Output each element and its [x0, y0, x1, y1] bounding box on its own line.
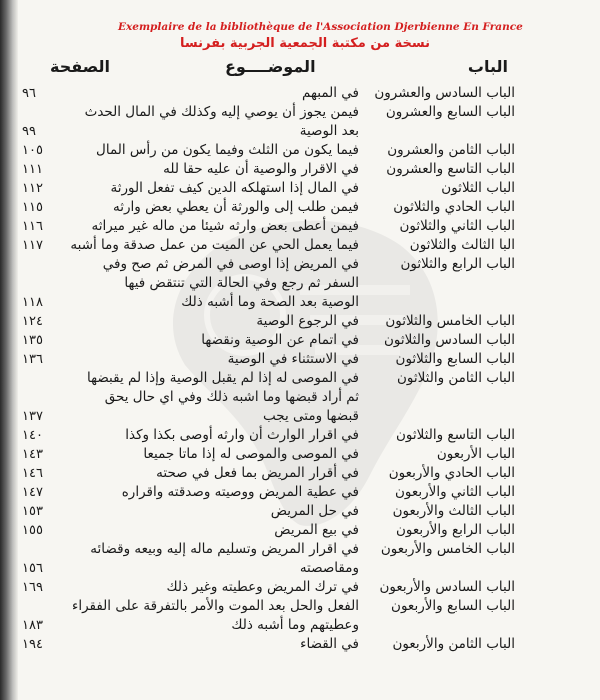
chapter-label: الباب السادس والأربعون — [379, 579, 515, 595]
page-number: ١٩٤ — [22, 637, 43, 652]
page-number: ١١٢ — [22, 181, 43, 196]
topic-line: الفعل والحل بعد الموت والأمر بالتفرقة على الفقراء — [71, 598, 359, 614]
topic-line: السفر ثم رجع وفي الحالة التي تنتقض فيها — [124, 275, 359, 291]
toc-entry — [22, 521, 515, 540]
topic-text — [68, 255, 359, 312]
topic-text — [68, 426, 359, 445]
library-stamp-arabic: نسخة من مكتبة الجمعية الجربية بفرنسا — [180, 36, 430, 51]
page-number: ١٠٥ — [22, 143, 43, 158]
topic-text — [68, 160, 359, 179]
topic-line: في اقرار الوارث أن وارثه أوصى بكذا وكذا — [125, 427, 359, 443]
header-topic: الموضــــوع — [225, 57, 316, 76]
page-number: ١٦٩ — [22, 580, 43, 595]
topic-text — [68, 236, 359, 255]
topic-line: ومقاصصته — [299, 560, 359, 576]
topic-line: في المريض إذا اوصى في المرض ثم صح وفي — [102, 256, 359, 272]
page-number: ١١٦ — [22, 219, 43, 234]
toc-entry — [22, 217, 515, 236]
topic-line: في اتمام عن الوصية ونقضها — [201, 332, 359, 348]
page-number: ١٢٤ — [22, 314, 43, 329]
page-number: ١١٥ — [22, 200, 43, 215]
topic-text — [68, 445, 359, 464]
topic-text — [68, 483, 359, 502]
toc-entry — [22, 502, 515, 521]
toc-entry — [22, 103, 515, 141]
topic-line: في المبهم — [302, 85, 359, 101]
table-of-contents — [22, 84, 515, 654]
page-number: ١٤٠ — [22, 428, 43, 443]
page-number: ٩٩ — [22, 124, 36, 139]
topic-line: الوصية بعد الصحة وما أشبه ذلك — [181, 294, 359, 310]
topic-line: في الاقرار والوصية أن عليه حقا لله — [163, 161, 359, 177]
topic-line: في الاستثناء في الوصية — [227, 351, 359, 367]
topic-text — [68, 179, 359, 198]
page-number: ١٣٦ — [22, 352, 43, 367]
topic-line: فيمن يجوز أن يوصي إليه وكذلك في المال الحدث — [84, 104, 359, 120]
chapter-label: الباب الثالث والأربعون — [392, 503, 515, 519]
toc-entry — [22, 464, 515, 483]
topic-text — [68, 635, 359, 654]
topic-text — [68, 521, 359, 540]
page-number: ١٨٣ — [22, 618, 43, 633]
topic-line: في الرجوع الوصية — [256, 313, 359, 329]
page-number: ١٥٦ — [22, 561, 43, 576]
chapter-label: الباب السادس والعشرون — [374, 85, 515, 101]
chapter-label: الباب الحادي والثلاثون — [393, 199, 515, 215]
topic-line: ثم أراد قبضها وما اشبه ذلك وفي اي حال يحق — [104, 389, 359, 405]
topic-line: في المال إذا استهلكه الدين كيف تفعل الورثة — [110, 180, 359, 196]
header-chapter: الباب — [467, 57, 508, 76]
chapter-label: الباب التاسع والعشرون — [386, 161, 515, 177]
topic-line: وعطيتهم وما أشبه ذلك — [231, 617, 359, 633]
topic-text — [68, 502, 359, 521]
topic-line: في حل المريض — [270, 503, 359, 519]
toc-entry — [22, 179, 515, 198]
topic-line: في ترك المريض وعطيته وغير ذلك — [166, 579, 359, 595]
page-number: ١٤٧ — [22, 485, 43, 500]
toc-entry — [22, 236, 515, 255]
chapter-label: الباب الرابع والأربعون — [396, 522, 515, 538]
toc-entry — [22, 312, 515, 331]
chapter-label: الباب السادس والثلاثون — [383, 332, 515, 348]
chapter-label: الباب الثاني والثلاثون — [399, 218, 515, 234]
toc-entry — [22, 369, 515, 426]
page-number: ١٥٥ — [22, 523, 43, 538]
topic-text — [68, 578, 359, 597]
toc-entry — [22, 198, 515, 217]
toc-entry — [22, 255, 515, 312]
topic-text — [68, 464, 359, 483]
topic-line: في القضاء — [300, 636, 359, 652]
toc-entry — [22, 350, 515, 369]
topic-text — [68, 198, 359, 217]
chapter-label: الباب الثامن والأربعون — [392, 636, 515, 652]
chapter-label: الباب الخامس والأربعون — [380, 541, 515, 557]
page-number: ١٥٣ — [22, 504, 43, 519]
chapter-label: الباب الخامس والثلاثون — [385, 313, 515, 329]
toc-entry — [22, 597, 515, 635]
chapter-label: الباب الثاني والأربعون — [394, 484, 515, 500]
chapter-label: الباب الرابع والثلاثون — [400, 256, 515, 272]
topic-text — [68, 331, 359, 350]
library-stamp-french: Exemplaire de la bibliothèque de l'Association Djerbienne En France — [118, 21, 523, 33]
topic-line: فيمن أعطى بعض وارثه شيئا من ماله غير ميراثه — [91, 218, 359, 234]
chapter-label: الباب السابع والعشرون — [385, 104, 515, 120]
topic-line: في اقرار المريض وتسليم ماله إليه وبيعه وقضائه — [90, 541, 359, 557]
toc-entry — [22, 426, 515, 445]
topic-text — [68, 540, 359, 578]
topic-text — [68, 597, 359, 635]
toc-entry — [22, 331, 515, 350]
topic-text — [68, 141, 359, 160]
chapter-label: الباب الأربعون — [436, 446, 515, 462]
toc-entry — [22, 160, 515, 179]
chapter-label: الباب الثامن والعشرون — [387, 142, 515, 158]
page-number: ١١٧ — [22, 238, 43, 253]
topic-text — [68, 103, 359, 141]
topic-text — [68, 350, 359, 369]
chapter-label: الباب السابع والأربعون — [391, 598, 515, 614]
topic-text — [68, 369, 359, 426]
page-number: ١١١ — [22, 162, 43, 177]
page-number: ١٣٥ — [22, 333, 43, 348]
topic-line: في بيع المريض — [274, 522, 359, 538]
header-page: الصفحة — [50, 57, 111, 76]
topic-text — [68, 217, 359, 236]
topic-text — [68, 84, 359, 103]
page-number: ١٣٧ — [22, 409, 43, 424]
toc-entry — [22, 578, 515, 597]
page-number: ١٤٦ — [22, 466, 43, 481]
chapter-label: الباب الثلاثون — [441, 180, 515, 196]
toc-entry — [22, 540, 515, 578]
chapter-label: الباب السابع والثلاثون — [395, 351, 515, 367]
chapter-label: الباب الحادي والأربعون — [388, 465, 515, 481]
topic-line: قبضها ومتى يجب — [263, 408, 359, 424]
toc-entry — [22, 635, 515, 654]
topic-line: في عطية المريض ووصيته وصدقته واقراره — [121, 484, 359, 500]
topic-line: في الموصى والموصى له إذا ماتا جميعا — [143, 446, 359, 462]
page-number: ١١٨ — [22, 295, 43, 310]
topic-line: فيما يكون من الثلث وفيما يكون من رأس المال — [96, 142, 359, 158]
toc-entry — [22, 84, 515, 103]
toc-entry — [22, 141, 515, 160]
toc-entry — [22, 483, 515, 502]
page-number: ٩٦ — [22, 86, 36, 101]
toc-entry — [22, 445, 515, 464]
topic-line: بعد الوصية — [299, 123, 359, 139]
topic-line: في الموصى له إذا لم يقبل الوصية وإذا لم يقبضها — [87, 370, 359, 386]
page-number: ١٤٣ — [22, 447, 43, 462]
chapter-label: الباب التاسع والثلاثون — [395, 427, 515, 443]
chapter-label: الباب الثامن والثلاثون — [396, 370, 515, 386]
book-binding-shadow — [0, 0, 18, 700]
topic-line: فيما يعمل الحي عن الميت من عمل صدقة وما أشبه — [70, 237, 359, 253]
topic-line: في أقرار المريض بما فعل في صحته — [156, 465, 359, 481]
chapter-label: البا الثالث والثلاثون — [409, 237, 515, 253]
topic-line: فيمن طلب إلى والورثة أن يعطي بعض وارثه — [113, 199, 359, 215]
topic-text — [68, 312, 359, 331]
